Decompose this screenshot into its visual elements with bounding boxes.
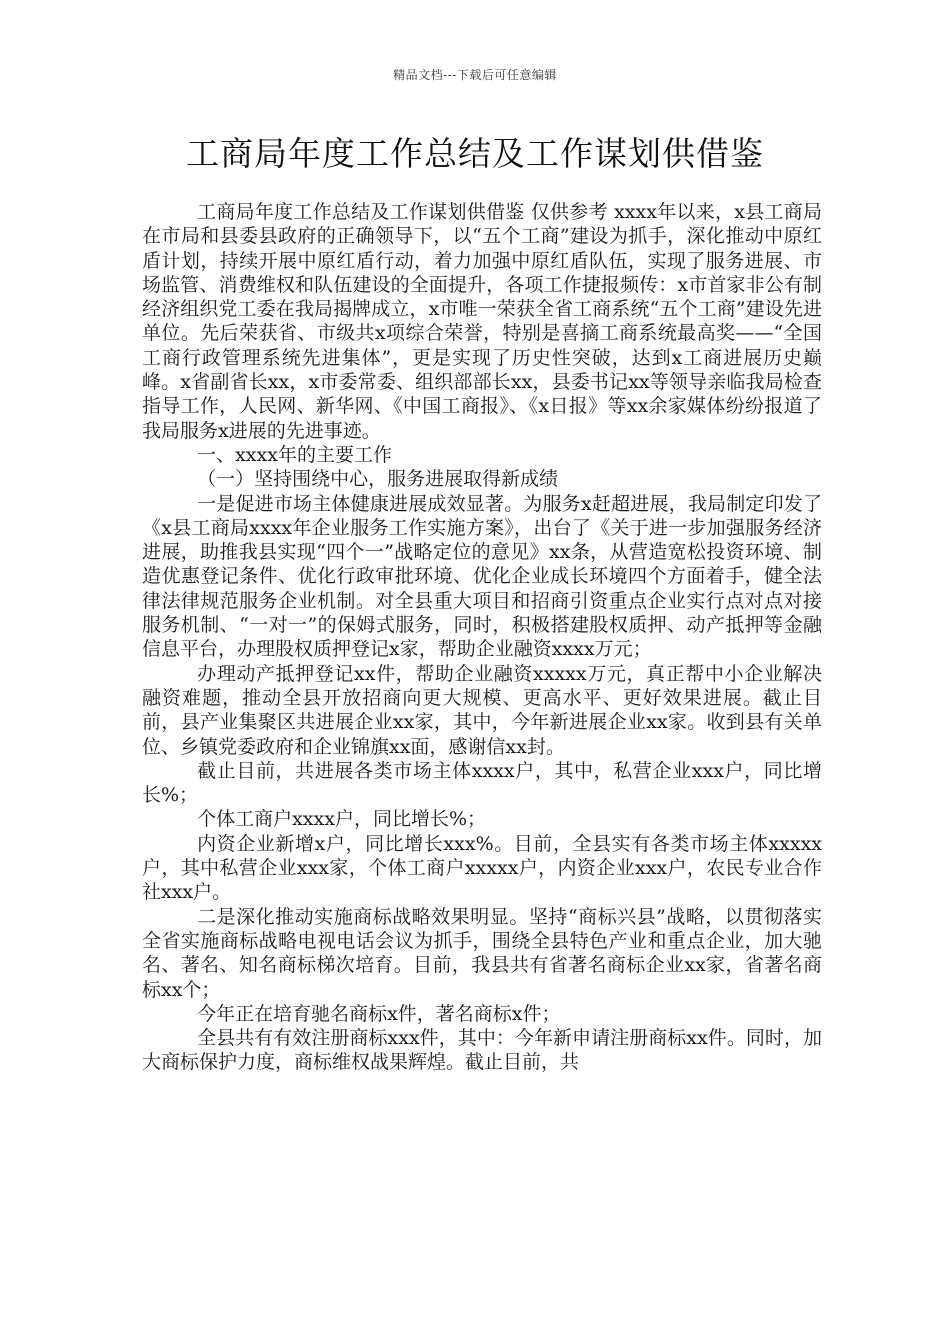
paragraph: 一是促进市场主体健康进展成效显著。为服务x赶超进展，我局制定印发了《x县工商局xxxx年企业服务工作实施方案》，出台了《关于进一步加强服务经济进展，助推我县实现“四个一”战略定位的意见》xx条，从营造宽松投资环境、制造优惠登记条件、优化行政审批环境、优化企业成长环境四个方面着手，健全法律法律规范服务企业机制。对全县重大项目和招商引资重点企业实行点对点对接服务机制、“一对一”的保姆式服务，同时，积极搭建股权质押、动产抵押等金融信息平台，办理股权质押登记x家，帮助企业融资xxxx万元；	[142, 492, 822, 661]
header-note: 精品文档---下载后可任意编辑	[393, 68, 557, 82]
paragraph: 内资企业新增x户，同比增长xxx%。目前，全县实有各类市场主体xxxxx户，其中私营企业xxx家，个体工商户xxxxx户，内资企业xxx户，农民专业合作社xxx户。	[142, 832, 822, 904]
section-heading: 一、xxxx年的主要工作	[197, 443, 392, 466]
paragraph: 截止目前，共进展各类市场主体xxxx户，其中，私营企业xxx户，同比增长%；	[142, 759, 822, 807]
paragraph: 个体工商户xxxx户，同比增长%；	[197, 808, 487, 831]
paragraph: 工商局年度工作总结及工作谋划供借鉴 仅供参考 xxxx年以来，x县工商局在市局和县委县政府的正确领导下，以“五个工商”建设为抓手，深化推动中原红盾计划，持续开展中原红盾行动，着力加强中原红盾队伍，实现了服务进展、市场监管、消费维权和队伍建设的全面提升，各项工作捷报频传：x市首家非公有制经济组织党工委在我局揭牌成立，x市唯一荣获全省工商系统“五个工商”建设先进单位。先后荣获省、市级共x项综合荣誉，特别是喜摘工商系统最高奖——“全国工商行政管理系统先进集体”，更是实现了历史性突破，达到x工商进展历史巅峰。x省副省长xx，x市委常委、组织部部长xx，县委书记xx等领导亲临我局检查指导工作，人民网、新华网、《中国工商报》、《x日报》等xx余家媒体纷纷报道了我局服务x进展的先进事迹。	[142, 201, 822, 442]
paragraph: 全县共有有效注册商标xxx件，其中：今年新申请注册商标xx件。同时，加大商标保护力度，商标维权战果辉煌。截止目前，共	[142, 1027, 822, 1074]
paragraph: 办理动产抵押登记xx件，帮助企业融资xxxxx万元，真正帮中小企业解决融资难题，推动全县开放招商向更大规模、更高水平、更好效果进展。截止目前，县产业集聚区共进展企业xx家，其中，今年新进展企业xx家。收到县有关单位、乡镇党委政府和企业锦旗xx面，感谢信xx封。	[142, 662, 822, 758]
paragraph: 二是深化推动实施商标战略效果明显。坚持“商标兴县”战略，以贯彻落实全省实施商标战略电视电话会议为抓手，围绕全县特色产业和重点企业，加大驰名、著名、知名商标梯次培育。目前，我县共有省著名商标企业xx家，省著名商标xx个；	[142, 905, 822, 1001]
document-body	[142, 200, 822, 1075]
document-title: 工商局年度工作总结及工作谋划供借鉴	[186, 134, 764, 173]
subsection-heading: （一）坚持围绕中心，服务进展取得新成绩	[197, 468, 559, 491]
paragraph: 今年正在培育驰名商标x件，著名商标x件；	[197, 1002, 561, 1025]
